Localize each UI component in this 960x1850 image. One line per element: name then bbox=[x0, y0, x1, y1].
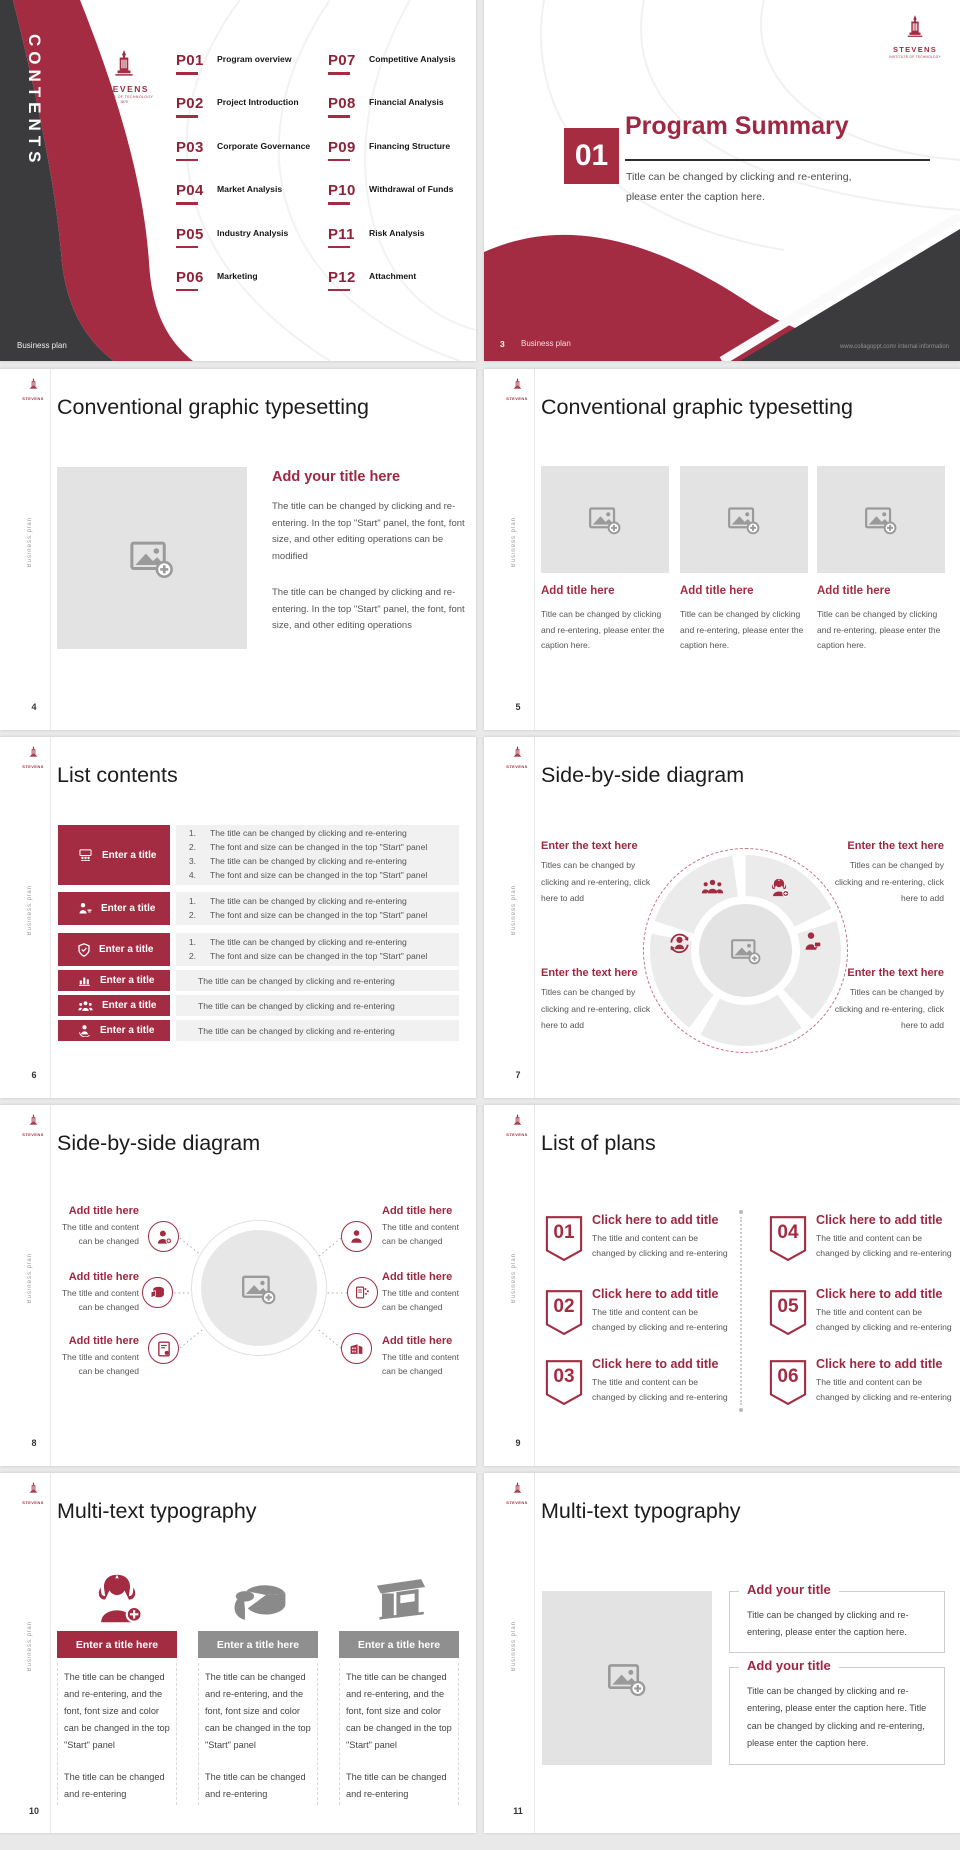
icon-bubble bbox=[148, 1221, 179, 1252]
sidebar-vertical-label: Business plan bbox=[511, 517, 517, 568]
sidebar-divider bbox=[50, 1105, 51, 1466]
column-header: Enter a title here bbox=[339, 1631, 459, 1658]
stevens-mini-logo: STEVENS bbox=[18, 1113, 48, 1137]
item-title: Add title here bbox=[541, 585, 615, 597]
sidebar-divider bbox=[534, 1105, 535, 1466]
section-number-box: 01 bbox=[564, 128, 619, 184]
item-caption: Title can be changed by clicking and re-entering, please enter the caption here. bbox=[680, 609, 804, 651]
sidebar-divider bbox=[50, 737, 51, 1098]
notes-chart-icon bbox=[355, 1285, 370, 1300]
toc-underline bbox=[328, 159, 350, 162]
text-block-top-right: Enter the text here Titles can be changed by clicking and re-entering, click here to add bbox=[834, 840, 944, 904]
toc-underline bbox=[328, 289, 350, 292]
slide-graphic-typesetting-2[interactable] bbox=[484, 369, 960, 730]
toc-underline bbox=[176, 246, 198, 249]
icon-bubble bbox=[341, 1333, 372, 1364]
plan-body: The title and content can be changed by clicking and re-entering bbox=[592, 1233, 728, 1258]
content-heading: Add your title here bbox=[272, 469, 401, 485]
page-number: 8 bbox=[31, 1438, 37, 1448]
footer-page-number: 3 bbox=[500, 339, 505, 349]
page-number: 10 bbox=[28, 1806, 39, 1816]
plan-title: Click here to add title bbox=[816, 1213, 943, 1227]
caption-block: Add your title Title can be changed by clicking and re-entering, please enter the caption here. Title can be changed by clicking and re-entering, please enter the caption here. bbox=[729, 1667, 945, 1765]
list-text-box: 1. The title can be changed by clicking and re-entering 2. The font and size can be changed in the top "Start" panel 3. The title can be changed by clicking and re-entering 4. The font and size can be changed in the top "Start" panel bbox=[176, 825, 459, 885]
section-caption: Title can be changed by clicking and re-entering, please enter the caption here. bbox=[626, 171, 852, 203]
image-placeholder-icon bbox=[864, 504, 898, 535]
list-text-box: The title can be changed by clicking and re-entering bbox=[176, 970, 459, 991]
page-number: 5 bbox=[515, 702, 521, 712]
pie-3d-icon bbox=[228, 1578, 288, 1625]
image-placeholder-icon bbox=[727, 504, 761, 535]
text-block-bottom-right: Enter the text here Titles can be changed by clicking and re-entering, click here to add bbox=[834, 967, 944, 1031]
sidebar-divider bbox=[534, 1473, 535, 1833]
list-title-button: Enter a title bbox=[58, 1020, 170, 1041]
person-refresh-icon bbox=[668, 931, 691, 954]
sidebar-divider bbox=[50, 1473, 51, 1833]
page-number: 6 bbox=[31, 1070, 37, 1080]
list-title-button: Enter a title bbox=[58, 933, 170, 966]
slide-list-contents[interactable] bbox=[0, 737, 476, 1098]
item-title: Add title here bbox=[817, 585, 891, 597]
tower-icon bbox=[111, 50, 137, 78]
icon-bubble bbox=[148, 1333, 179, 1364]
image-placeholder-icon bbox=[730, 936, 762, 965]
stevens-mini-logo: STEVENS bbox=[502, 745, 532, 769]
list-text-box: 1. The title can be changed by clicking and re-entering 2. The font and size can be changed in the top "Start" panel bbox=[176, 892, 459, 925]
text-column bbox=[339, 1473, 459, 1833]
woman-add-icon bbox=[88, 1572, 146, 1625]
list-title-button: Enter a title bbox=[58, 995, 170, 1016]
tower-icon bbox=[512, 746, 523, 758]
column-header: Enter a title here bbox=[198, 1631, 318, 1658]
people-group-icon bbox=[700, 879, 725, 895]
toc-underline bbox=[176, 159, 198, 162]
item-title: Add title here bbox=[680, 585, 754, 597]
hub-item: Add title here The title and content can be changed bbox=[382, 1271, 460, 1313]
sidebar-vertical-label: Business plan bbox=[511, 1253, 517, 1304]
sidebar-vertical-label: Business plan bbox=[27, 885, 33, 936]
toc-underline bbox=[328, 115, 350, 118]
image-placeholder-icon bbox=[607, 1660, 647, 1697]
image-placeholder-icon bbox=[241, 1272, 277, 1305]
stevens-logo: STEVENS INSTITUTE OF TECHNOLOGY 1870 bbox=[94, 50, 154, 104]
image-placeholder bbox=[541, 466, 669, 573]
person-desk-icon bbox=[78, 902, 92, 915]
stevens-mini-logo: STEVENS bbox=[502, 377, 532, 401]
tower-icon bbox=[28, 1114, 39, 1126]
slide-title: Multi-text typography bbox=[57, 1499, 257, 1523]
plan-title: Click here to add title bbox=[816, 1357, 943, 1371]
list-text-box: The title can be changed by clicking and re-entering bbox=[176, 1020, 459, 1041]
toc-underline bbox=[176, 72, 198, 75]
slide-side-by-side-hub[interactable] bbox=[0, 1105, 476, 1466]
number-badge: 03 bbox=[545, 1359, 583, 1407]
body-paragraph: The title can be changed by clicking and re-entering. In the top "Start" panel, the font, font size, and other editing operations bbox=[272, 587, 465, 632]
stevens-mini-logo: STEVENS bbox=[18, 377, 48, 401]
toc-item: P11 Risk Analysis bbox=[328, 226, 470, 269]
toc-underline bbox=[176, 289, 198, 292]
sidebar-vertical-label: Business plan bbox=[27, 1253, 33, 1304]
plan-body: The title and content can be changed by clicking and re-entering bbox=[816, 1233, 952, 1258]
caption-block: Add your title Title can be changed by clicking and re-entering, please enter the caption here. bbox=[729, 1591, 945, 1653]
section-title: Program Summary bbox=[625, 112, 849, 140]
toc-underline bbox=[176, 115, 198, 118]
title-underline bbox=[625, 159, 930, 161]
hub-item: Add title here The title and content can be changed bbox=[382, 1205, 460, 1247]
meeting-icon bbox=[78, 849, 93, 861]
center-image-placeholder bbox=[699, 904, 792, 997]
slide-title: Conventional graphic typesetting bbox=[541, 395, 853, 419]
number-badge: 02 bbox=[545, 1289, 583, 1337]
hub-item: Add title here The title and content can be changed bbox=[382, 1335, 460, 1377]
tower-icon bbox=[512, 1114, 523, 1126]
plan-body: The title and content can be changed by clicking and re-entering bbox=[816, 1307, 952, 1332]
plan-body: The title and content can be changed by clicking and re-entering bbox=[592, 1307, 728, 1332]
tower-icon bbox=[28, 1482, 39, 1494]
list-title-button: Enter a title bbox=[58, 892, 170, 925]
toc-item: P04 Market Analysis bbox=[176, 182, 318, 225]
text-column bbox=[57, 1473, 177, 1833]
sidebar-vertical-label: Business plan bbox=[511, 1621, 517, 1672]
item-caption: Title can be changed by clicking and re-entering, please enter the caption here. bbox=[817, 609, 941, 651]
text-block-bottom-left: Enter the text here Titles can be changed by clicking and re-entering, click here to add bbox=[541, 967, 651, 1031]
stevens-mini-logo: STEVENS bbox=[18, 745, 48, 769]
team-icon bbox=[78, 1000, 93, 1012]
toc-item: P12 Attachment bbox=[328, 269, 470, 312]
icon-bubble bbox=[347, 1277, 378, 1308]
sidebar-vertical-label: Business plan bbox=[511, 885, 517, 936]
slide-title: List contents bbox=[57, 763, 178, 787]
toc-item: P10 Withdrawal of Funds bbox=[328, 182, 470, 225]
footer-label: Business plan bbox=[17, 341, 67, 350]
plan-title: Click here to add title bbox=[816, 1287, 943, 1301]
page-number: 7 bbox=[515, 1070, 521, 1080]
stevens-mini-logo: STEVENS bbox=[502, 1481, 532, 1505]
contents-vertical-title: CONTENTS bbox=[25, 34, 44, 168]
footer-label: Business plan bbox=[521, 339, 571, 348]
center-image-placeholder bbox=[201, 1230, 317, 1346]
shield-icon bbox=[78, 943, 90, 957]
toc-underline bbox=[328, 202, 350, 205]
hub-item: Add title here The title and content can be changed bbox=[61, 1335, 139, 1377]
stevens-mini-logo: STEVENS bbox=[502, 1113, 532, 1137]
plan-title: Click here to add title bbox=[592, 1357, 719, 1371]
slide-side-by-side-donut[interactable] bbox=[484, 737, 960, 1098]
building-icon bbox=[349, 1341, 364, 1356]
toc-item: P01 Program overview bbox=[176, 52, 318, 95]
sidebar-vertical-label: Business plan bbox=[27, 517, 33, 568]
tower-icon bbox=[512, 1482, 523, 1494]
database-box-icon bbox=[150, 1285, 165, 1300]
tower-icon bbox=[28, 746, 39, 758]
toc-item: P03 Corporate Governance bbox=[176, 139, 318, 182]
woman-add-icon bbox=[156, 1229, 172, 1245]
page-number: 9 bbox=[515, 1438, 521, 1448]
image-placeholder-icon bbox=[588, 504, 622, 535]
toc-underline bbox=[328, 72, 350, 75]
item-caption: Title can be changed by clicking and re-entering, please enter the caption here. bbox=[541, 609, 665, 651]
dotted-divider bbox=[740, 1217, 742, 1405]
sidebar-divider bbox=[534, 369, 535, 730]
person-service-icon bbox=[78, 1024, 91, 1037]
center-circle bbox=[191, 1220, 327, 1356]
tower-icon bbox=[904, 15, 926, 39]
slide-contents[interactable] bbox=[0, 0, 476, 361]
list-text-box: 1. The title can be changed by clicking and re-entering 2. The font and size can be changed in the top "Start" panel bbox=[176, 933, 459, 966]
column-text: The title can be changed and re-entering, and the font, font size and color can be changed in the top "Start" panel The title can be changed and re-entering bbox=[339, 1663, 459, 1805]
toc-item: P05 Industry Analysis bbox=[176, 226, 318, 269]
image-placeholder bbox=[680, 466, 808, 573]
toc-item: P09 Financing Structure bbox=[328, 139, 470, 182]
column-text: The title can be changed and re-entering, and the font, font size and color can be changed in the top "Start" panel The title can be changed and re-entering bbox=[198, 1663, 318, 1805]
slide-graphic-typesetting-1[interactable] bbox=[0, 369, 476, 730]
number-badge: 04 bbox=[769, 1215, 807, 1263]
hub-item: Add title here The title and content can be changed bbox=[61, 1205, 139, 1247]
number-badge: 06 bbox=[769, 1359, 807, 1407]
plan-body: The title and content can be changed by clicking and re-entering bbox=[592, 1377, 728, 1402]
footer-url: www.collagoppt.com/ internal information bbox=[839, 344, 949, 350]
image-placeholder bbox=[57, 467, 247, 649]
tablet-icon bbox=[157, 1341, 171, 1357]
icon-bubble bbox=[142, 1277, 173, 1308]
sidebar-divider bbox=[534, 737, 535, 1098]
image-placeholder bbox=[817, 466, 945, 573]
store-building-icon bbox=[369, 1575, 429, 1625]
plan-title: Click here to add title bbox=[592, 1287, 719, 1301]
toc-underline bbox=[328, 246, 350, 249]
toc-column-2 bbox=[328, 52, 470, 312]
text-block-top-left: Enter the text here Titles can be changed by clicking and re-entering, click here to add bbox=[541, 840, 651, 904]
number-badge: 01 bbox=[545, 1215, 583, 1263]
sidebar-divider bbox=[50, 369, 51, 730]
slide-multi-text-columns[interactable] bbox=[0, 1473, 476, 1833]
toc-item: P08 Financial Analysis bbox=[328, 95, 470, 138]
body-paragraph: The title can be changed by clicking and re-entering. In the top "Start" panel, the font, font size, and other editing operations can be modified bbox=[272, 501, 465, 562]
stevens-mini-logo: STEVENS bbox=[18, 1481, 48, 1505]
woman-icon bbox=[768, 878, 790, 897]
tower-icon bbox=[512, 378, 523, 390]
person-icon bbox=[349, 1229, 364, 1244]
people-chat-icon bbox=[800, 931, 822, 952]
slide-title: Side-by-side diagram bbox=[541, 763, 745, 787]
stevens-logo: STEVENS INSTITUTE OF TECHNOLOGY bbox=[886, 15, 944, 59]
column-text: The title can be changed and re-entering, and the font, font size and color can be changed in the top "Start" panel The title can be changed and re-entering bbox=[57, 1663, 177, 1805]
toc-underline bbox=[176, 202, 198, 205]
hub-item: Add title here The title and content can be changed bbox=[61, 1271, 139, 1313]
toc-item: P07 Competitive Analysis bbox=[328, 52, 470, 95]
toc-item: P02 Project Introduction bbox=[176, 95, 318, 138]
text-column bbox=[198, 1473, 318, 1833]
list-text-box: The title can be changed by clicking and re-entering bbox=[176, 995, 459, 1016]
slide-title: Side-by-side diagram bbox=[57, 1131, 261, 1155]
toc-column-1 bbox=[176, 52, 318, 312]
number-badge: 05 bbox=[769, 1289, 807, 1337]
slide-list-of-plans[interactable] bbox=[484, 1105, 960, 1466]
slide-title: List of plans bbox=[541, 1131, 656, 1155]
page-number: 4 bbox=[31, 702, 37, 712]
slide-title: Conventional graphic typesetting bbox=[57, 395, 369, 419]
toc-item: P06 Marketing bbox=[176, 269, 318, 312]
slide-program-summary[interactable] bbox=[484, 0, 960, 361]
sidebar-vertical-label: Business plan bbox=[27, 1621, 33, 1672]
column-header: Enter a title here bbox=[57, 1631, 177, 1658]
bar-chart-icon bbox=[78, 975, 91, 986]
tower-icon bbox=[28, 378, 39, 390]
list-title-button: Enter a title bbox=[58, 970, 170, 991]
image-placeholder bbox=[542, 1591, 712, 1765]
plan-body: The title and content can be changed by clicking and re-entering bbox=[816, 1377, 952, 1402]
image-placeholder-icon bbox=[129, 537, 175, 579]
slide-multi-text-image[interactable] bbox=[484, 1473, 960, 1833]
list-title-button: Enter a title bbox=[58, 825, 170, 885]
page-number: 11 bbox=[513, 1806, 523, 1816]
icon-bubble bbox=[341, 1221, 372, 1252]
plan-title: Click here to add title bbox=[592, 1213, 719, 1227]
slide-title: Multi-text typography bbox=[541, 1499, 741, 1523]
